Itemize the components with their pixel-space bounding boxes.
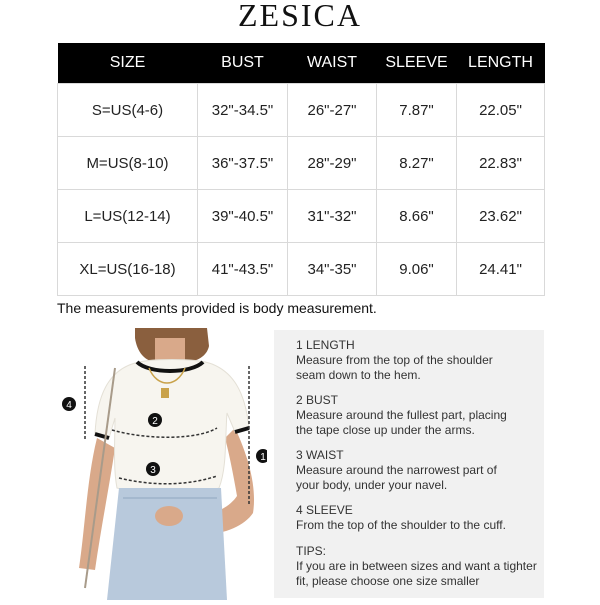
cell-length: 24.41" <box>457 243 545 296</box>
marker-4 <box>62 397 76 411</box>
header-size: SIZE <box>58 43 198 84</box>
cell-sleeve: 9.06" <box>377 243 457 296</box>
model-illustration <box>57 328 267 600</box>
marker-1 <box>256 449 267 463</box>
guide-length-desc-2: seam down to the hem. <box>296 368 421 382</box>
guide-bust-desc-2: the tape close up under the arms. <box>296 423 475 437</box>
guide-length-desc-1: Measure from the top of the shoulder <box>296 353 493 367</box>
table-row <box>58 243 545 296</box>
guide-tips <box>296 544 537 589</box>
jeans-shape <box>107 488 227 600</box>
cell-size: L=US(12-14) <box>58 190 198 243</box>
cell-sleeve: 7.87" <box>377 84 457 137</box>
guide-bust <box>296 393 507 438</box>
guide-waist <box>296 448 497 493</box>
table-header-row <box>58 43 545 84</box>
guide-waist-title: 3 WAIST <box>296 448 344 462</box>
table-row <box>58 137 545 190</box>
guide-bust-desc-1: Measure around the fullest part, placing <box>296 408 507 422</box>
cell-length: 23.62" <box>457 190 545 243</box>
cell-length: 22.05" <box>457 84 545 137</box>
marker-2-label: 2 <box>152 416 158 427</box>
guide-waist-desc-2: your body, under your navel. <box>296 478 448 492</box>
guide-tips-title: TIPS: <box>296 544 327 558</box>
cell-bust: 39"-40.5" <box>198 190 288 243</box>
cell-bust: 36"-37.5" <box>198 137 288 190</box>
measurement-note: The measurements provided is body measurement. <box>57 300 377 316</box>
guide-sleeve-desc-1: From the top of the shoulder to the cuff. <box>296 518 506 532</box>
cell-waist: 26"-27" <box>288 84 377 137</box>
marker-3-label: 3 <box>150 465 156 476</box>
marker-4-label: 4 <box>66 400 72 411</box>
table-row <box>58 84 545 137</box>
model-figure <box>57 328 267 600</box>
cell-bust: 41"-43.5" <box>198 243 288 296</box>
guide-tips-desc-1: If you are in between sizes and want a tighter <box>296 559 537 573</box>
marker-1-label: 1 <box>260 452 266 463</box>
necklace-pendant <box>161 388 169 398</box>
hand-shape <box>155 506 183 526</box>
cell-sleeve: 8.66" <box>377 190 457 243</box>
table-row <box>58 190 545 243</box>
guide-length <box>296 338 493 383</box>
measure-guide-panel <box>274 330 544 598</box>
shirt-shape <box>95 360 249 495</box>
guide-bust-title: 2 BUST <box>296 393 339 407</box>
header-waist: WAIST <box>288 43 377 84</box>
cell-size: M=US(8-10) <box>58 137 198 190</box>
header-bust: BUST <box>198 43 288 84</box>
guide-length-title: 1 LENGTH <box>296 338 355 352</box>
cell-waist: 34"-35" <box>288 243 377 296</box>
size-chart-table <box>57 43 545 296</box>
cell-size: XL=US(16-18) <box>58 243 198 296</box>
guide-sleeve-title: 4 SLEEVE <box>296 503 353 517</box>
cell-length: 22.83" <box>457 137 545 190</box>
cell-bust: 32"-34.5" <box>198 84 288 137</box>
cell-waist: 31"-32" <box>288 190 377 243</box>
guide-waist-desc-1: Measure around the narrowest part of <box>296 463 497 477</box>
guide-tips-desc-2: fit, please choose one size smaller <box>296 574 480 588</box>
header-sleeve: SLEEVE <box>377 43 457 84</box>
cell-waist: 28"-29" <box>288 137 377 190</box>
brand-logo: ZESICA <box>238 0 362 33</box>
guide-sleeve <box>296 503 506 533</box>
marker-3 <box>146 462 160 476</box>
header-length: LENGTH <box>457 43 545 84</box>
marker-2 <box>148 413 162 427</box>
cell-sleeve: 8.27" <box>377 137 457 190</box>
cell-size: S=US(4-6) <box>58 84 198 137</box>
